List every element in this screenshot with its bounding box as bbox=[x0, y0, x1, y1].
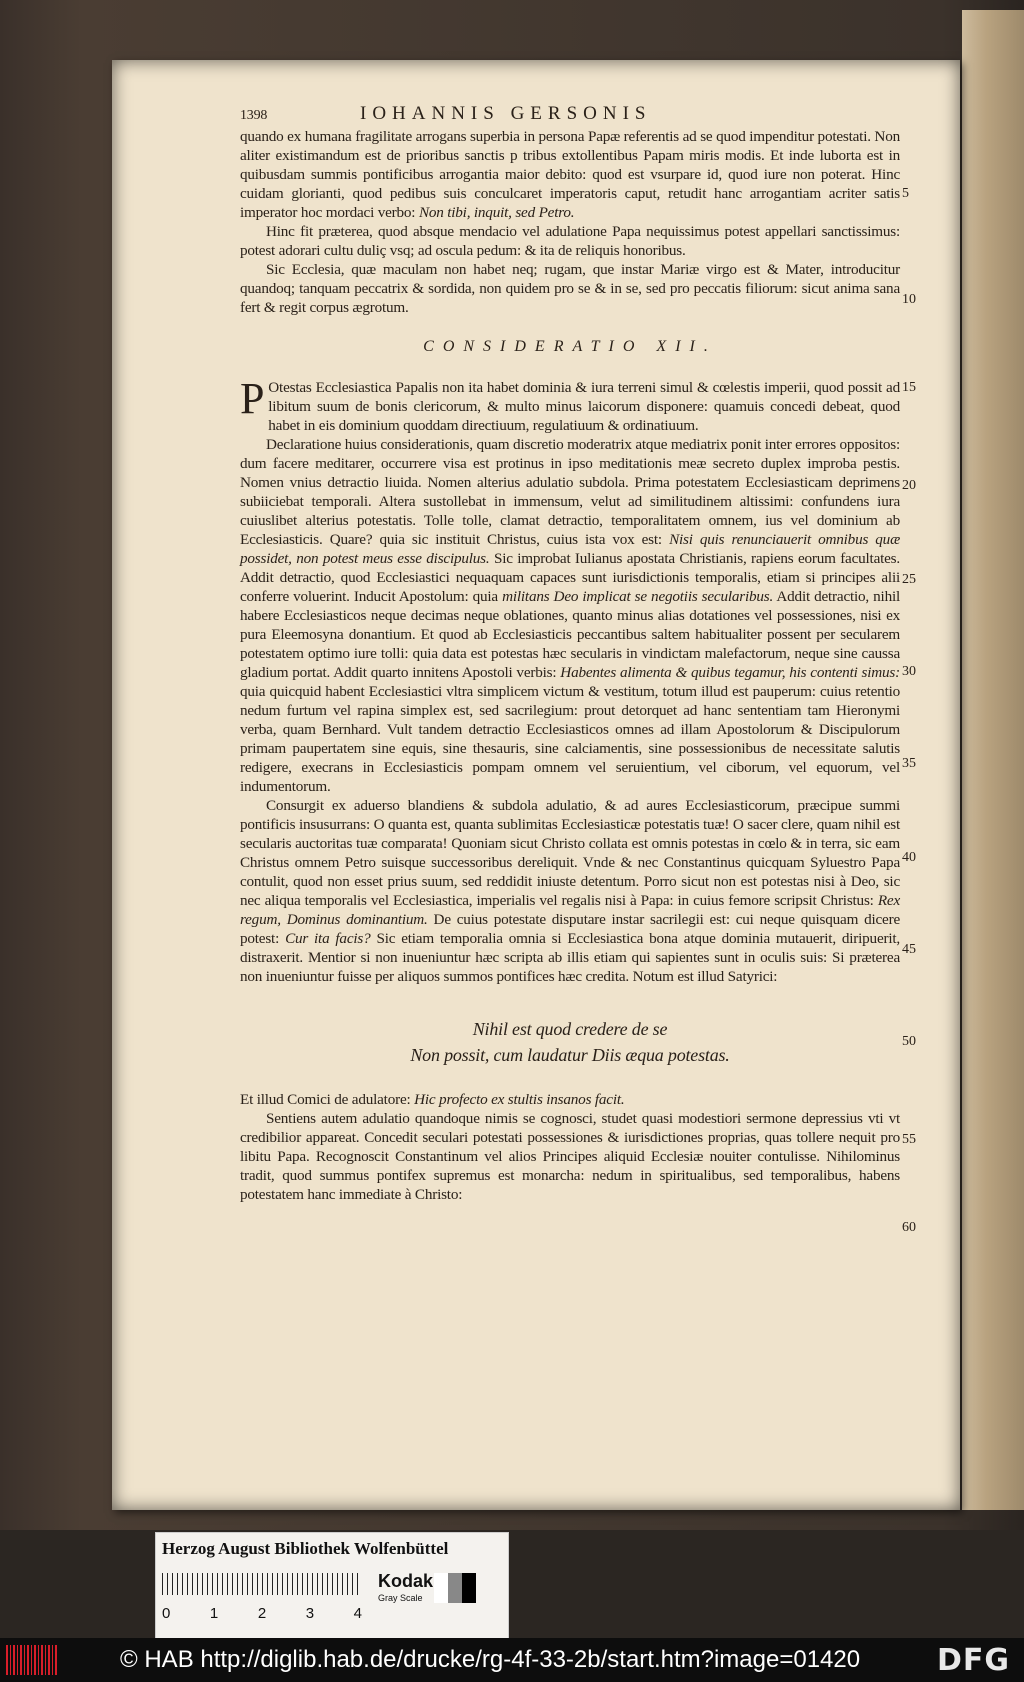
kodak-logo: Kodak bbox=[378, 1571, 434, 1591]
line-number: 50 bbox=[902, 1034, 916, 1049]
gray-scale-label: Gray Scale bbox=[378, 1593, 423, 1603]
paragraph-declaratio: Declaratione huius considerationis, quam discretio moderatrix atque mediatrix ponit inter errores oppositos: dum facere meditarer, occurrere visa est protinus in ipso meditationis meæ secreto duplex improba pestis. Nomen vnius detractio liuida. Nomen alterius adulatio subdola. Prima potestatem Ecclesiasticam deprimens subiiciebat temporali. Altera sustollebat in immensum, velut ad similitudinem altissimi: confundens iura cuiuslibet alterius potestatis. Tolle tolle, clamat detractio, temporalitatem omnem, ius vel dominium ab Ecclesiasticis. Quare? quia sic instituit Christus, cuius ista vox est: Nisi quis renunciauerit omnibus quæ possidet, non potest meus esse discipulus. Sic improbat Iulianus apostata Christianis, rapiens eorum facultates. Addit detractio, quod Ecclesiastici nequaquam capaces sunt iurisdictionis temporalis, etiam si principes alii conferre voluerint. Inducit Apostolum: quia militans Deo implicat se negotiis secularibus. Addit detractio, nihil habere Ecclesiasticos neque decimas neque oblationes, quanto minus alias dotationes vel possessiones, nisi ex pura Eleemosyna donantium. Et quod ab Ecclesiasticis peccantibus saltem habitualiter possent per secularem potestatem optimo iure tolli: quia data est potestas hæc secularis in vindictam malefactorum, neque sine caussa gladium portat. Addit quarto innitens Apostoli verbis: Habentes alimenta & quibus tegamur, his contenti simus: quia quicquid habent Ecclesiastici vltra simplicem victum & vestitum, totum illud est pauperum: cuius retentio nedum furtum vel rapina simplex est, sed sacrilegium: prout detorquet ad hanc sententiam tam Hieronymi verba, quam Bernhard. Vult tandem detractio Ecclesiasticos omnes ad illam Apostolorum & Discipulorum primam paupertatem sine equis, sine thesauris, sine calciamentis, sine possessionibus de necessitate salutis redigere, execrans in Ecclesiasticis pompam omnem vel seruientium, vel ciborum, vel equorum, vel indumentorum. bbox=[240, 436, 900, 795]
verse-line-2: Non possit, cum laudatur Diis æqua potestas. bbox=[410, 1045, 730, 1065]
adjacent-page-edge bbox=[962, 10, 1024, 1510]
footer-bar bbox=[0, 1638, 1024, 1682]
line-number: 40 bbox=[902, 850, 916, 865]
library-name: Herzog August Bibliothek Wolfenbüttel bbox=[162, 1539, 449, 1558]
line-number: 15 bbox=[902, 380, 916, 395]
line-number: 55 bbox=[902, 1132, 916, 1147]
page-number: 1398 bbox=[240, 108, 268, 123]
book-page bbox=[112, 60, 960, 1510]
line-number: 60 bbox=[902, 1220, 916, 1235]
line-number: 20 bbox=[902, 478, 916, 493]
paragraph-sentiens: Sentiens autem adulatio quandoque nimis se cognosci, studet quasi modestiori sermone depressius vti vt credibilior appareat. Concedit seculari potestati possessiones & iurisdictiones proprias, quas tollere nequit pro libitu Papa. Recognoscit Constantinum vel alios Principes aliquid Ecclesiæ nouiter contulisse. Nihilominus tradit, quod summus pontifex supremus est monarcha: nedum in spiritualibus, sed temporalibus, habens potestatem hanc immediate à Christo: bbox=[240, 1110, 900, 1203]
ruler-numbers: 0 1 2 3 4 bbox=[162, 1605, 362, 1622]
paragraph-top-2: Hinc fit præterea, quod absque mendacio vel adulatione Papa nequissimus potest appellari sanctissimus: potest adorari cultu duliç vsq; ad oscula pedum: & ita de reliquis honoribus. bbox=[240, 223, 900, 259]
section-heading: CONSIDERATIO XII. bbox=[423, 338, 717, 355]
verse-quotation bbox=[240, 1016, 900, 1068]
running-title: IOHANNIS GERSONIS bbox=[360, 103, 652, 124]
quote-non-tibi: Non tibi, inquit, sed Petro. bbox=[418, 204, 575, 221]
source-link[interactable]: © HAB http://diglib.hab.de/drucke/rg-4f-33-2b/start.htm?image=01420 bbox=[120, 1646, 861, 1673]
paragraph-top-1: quando ex humana fragilitate arrogans superbia in persona Papæ referentis ad se quod impenditur potestati. Non aliter existimandum est de prioribus sanctis p tribus extollentibus Papam miris modis. Et inde luborta est in quibusdam summis pontificibus arrogantia maior debito: quod est vsurpare id, quod iure non poterat. Hinc cuidam glorianti, quod pedibus suis conculcaret imperatoris caput, retudit hanc arrogantiam acriter satis imperator hoc mordaci verbo: Non tibi, inquit, sed Petro. bbox=[240, 128, 900, 221]
line-number: 30 bbox=[902, 664, 916, 679]
verse-line-1: Nihil est quod credere de se bbox=[472, 1019, 668, 1039]
line-number: 45 bbox=[902, 942, 916, 957]
line-number: 25 bbox=[902, 572, 916, 587]
paragraph-comici: Et illud Comici de adulatore: Hic profecto ex stultis insanos facit. bbox=[240, 1091, 625, 1108]
paragraph-adulatio: Consurgit ex aduerso blandiens & subdola adulatio, & ad aures Ecclesiasticorum, præcipue summi pontificis insusurrans: O quanta est, quanta sublimitas Ecclesiasticæ potestatis tuæ! O sacer clere, quam nihil est secularis auctoritas tuæ comparata! Quoniam sicut Christo collata est omnis potestas in cœlo & in terra, sic eam Christus omnem Petro suisque successoribus dereliquit. Vnde & nec Constantinus quicquam Syluestro Papa contulit, quod non esset prius suum, sed reddidit iniuste detentum. Porro sicut non est potestas nisi à Deo, sic nec aliqua temporalis vel Ecclesiastica, imperialis vel regalis nisi à Papa: in cuius femore scripsit Christus: Rex regum, Dominus dominantium. De cuius potestate disputare instar sacrilegii est: cui neque quisquam dicere potest: Cur ita facis? Sic etiam temporalia omnia si Ecclesiastica bona atque dominia mutauerit, diripuerit, distraxerit. Mentior si non inueniuntur hæc scripta ab illis etiam qui sapientes sunt in oculis suis: Si præterea non inueniuntur fuisse per aliquos summos pontifices hæc credita. Notum est illud Satyrici: bbox=[240, 797, 900, 985]
dfg-logo: DFG bbox=[936, 1642, 1010, 1678]
page-text bbox=[240, 104, 900, 1204]
running-head bbox=[240, 104, 900, 125]
paragraph-consideratio: P Otestas Ecclesiastica Papalis non ita habet dominia & iura terreni simul & cœlestis imperii, quod possit ad libitum suum de bonis clericorum, & multo minus laicorum disponere: quamuis concedi debeat, quod habet in eis dominium quoddam directiuum, regulatiuum & ordinatiuum. bbox=[240, 374, 900, 434]
line-number: 5 bbox=[902, 186, 909, 201]
hab-barcode-icon bbox=[6, 1645, 58, 1675]
line-number: 35 bbox=[902, 756, 916, 771]
library-color-chart-label bbox=[155, 1532, 509, 1648]
scale-ruler bbox=[162, 1573, 362, 1595]
drop-cap: P bbox=[240, 374, 265, 423]
paragraph-top-3: Sic Ecclesia, quæ maculam non habet neq; rugam, que instar Mariæ virgo est & Mater, introducitur quandoq; tanquam peccatrix & sordida, non quidem pro se & in se, sed pro peccatis filiorum: sicut anima sana fert & regit corpus ægrotum. bbox=[240, 261, 900, 316]
line-number: 10 bbox=[902, 292, 916, 307]
gray-swatches bbox=[434, 1573, 476, 1603]
